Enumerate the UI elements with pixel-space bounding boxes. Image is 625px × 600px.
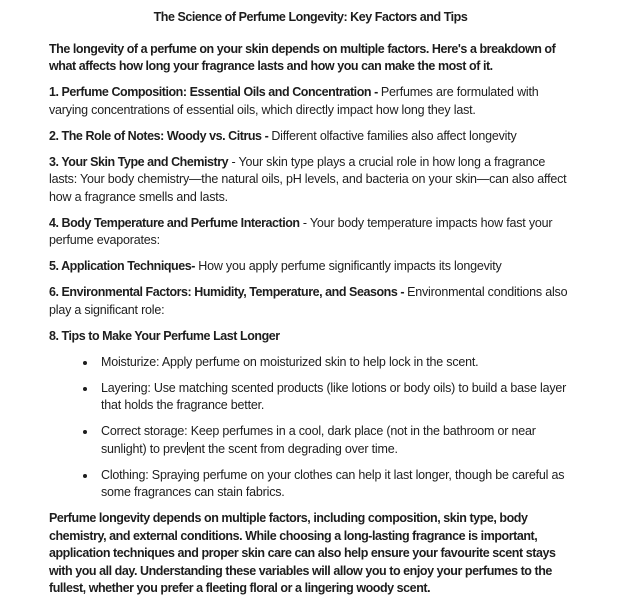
tips-list	[49, 354, 572, 502]
item-2-heading: 2. The Role of Notes: Woody vs. Citrus -	[49, 128, 272, 143]
numbered-item-5	[49, 258, 572, 276]
item-4-heading: 4. Body Temperature and Perfume Interaction	[49, 215, 300, 230]
numbered-item-4	[49, 215, 572, 250]
tip-moisturize	[97, 354, 572, 372]
item-1-body: Perfumes are formulated with varying concentrations of essential oils, which directly impact how long they last.	[49, 85, 539, 117]
tip-moisturize-text: Moisturize: Apply perfume on moisturized skin to help lock in the scent.	[101, 354, 479, 369]
tip-clothing-text: Clothing: Spraying perfume on your clothes can help it last longer, though be careful as some fragrances can stain fabrics.	[101, 467, 565, 499]
item-1-heading: 1. Perfume Composition: Essential Oils and Concentration -	[49, 85, 381, 99]
item-5-heading: 5. Application Techniques-	[49, 259, 195, 273]
item-6-body: Environmental conditions also play a significant role:	[49, 285, 568, 317]
item-3-body: - Your skin type plays a crucial role in how long a fragrance lasts: Your body chemistry—the natural oils, pH levels, and bacteria on your skin—can also affect how a fragrance smells and lasts.	[49, 154, 567, 204]
intro-paragraph: The longevity of a perfume on your skin depends on multiple factors. Here's a breakdown of what affects how long your fragrance lasts and how you can make the most of it.	[49, 41, 556, 73]
tip-storage-text-before-cursor: Correct storage: Keep perfumes in a cool, dark place (not in the bathroom or near sunlight) to prev	[101, 424, 536, 456]
item-3-heading: 3. Your Skin Type and Chemistry	[49, 154, 229, 169]
item-4-body: - Your body temperature impacts how fast your perfume evaporates:	[49, 215, 553, 247]
numbered-item-2	[49, 128, 572, 146]
numbered-item-1	[49, 84, 572, 119]
numbered-item-3	[49, 154, 572, 207]
tips-heading: 8. Tips to Make Your Perfume Last Longer	[49, 328, 280, 343]
numbered-item-6	[49, 284, 572, 319]
conclusion-paragraph: Perfume longevity depends on multiple factors, including composition, skin type, body chemistry, and external conditions. While choosing a long-lasting fragrance is important, application techniques and proper skin care can also help ensure your favourite scent stays with you all day. Understanding these variables will allow you to enjoy your perfumes to the fullest, whether you prefer a fleeting floral or a lingering woody scent.	[49, 511, 556, 595]
tip-layering	[97, 380, 572, 415]
item-6-heading: 6. Environmental Factors: Humidity, Temperature, and Seasons -	[49, 285, 408, 299]
tip-clothing	[97, 467, 572, 502]
document-title: The Science of Perfume Longevity: Key Factors and Tips	[153, 10, 468, 24]
item-2-body: Different olfactive families also affect longevity	[271, 128, 517, 143]
tip-storage	[97, 423, 572, 458]
tip-layering-text: Layering: Use matching scented products (like lotions or body oils) to build a base layer that holds the fragrance better.	[101, 380, 567, 412]
item-5-body: How you apply perfume significantly impacts its longevity	[194, 259, 502, 273]
tip-storage-text-after-cursor: ent the scent from degrading over time.	[188, 441, 398, 456]
